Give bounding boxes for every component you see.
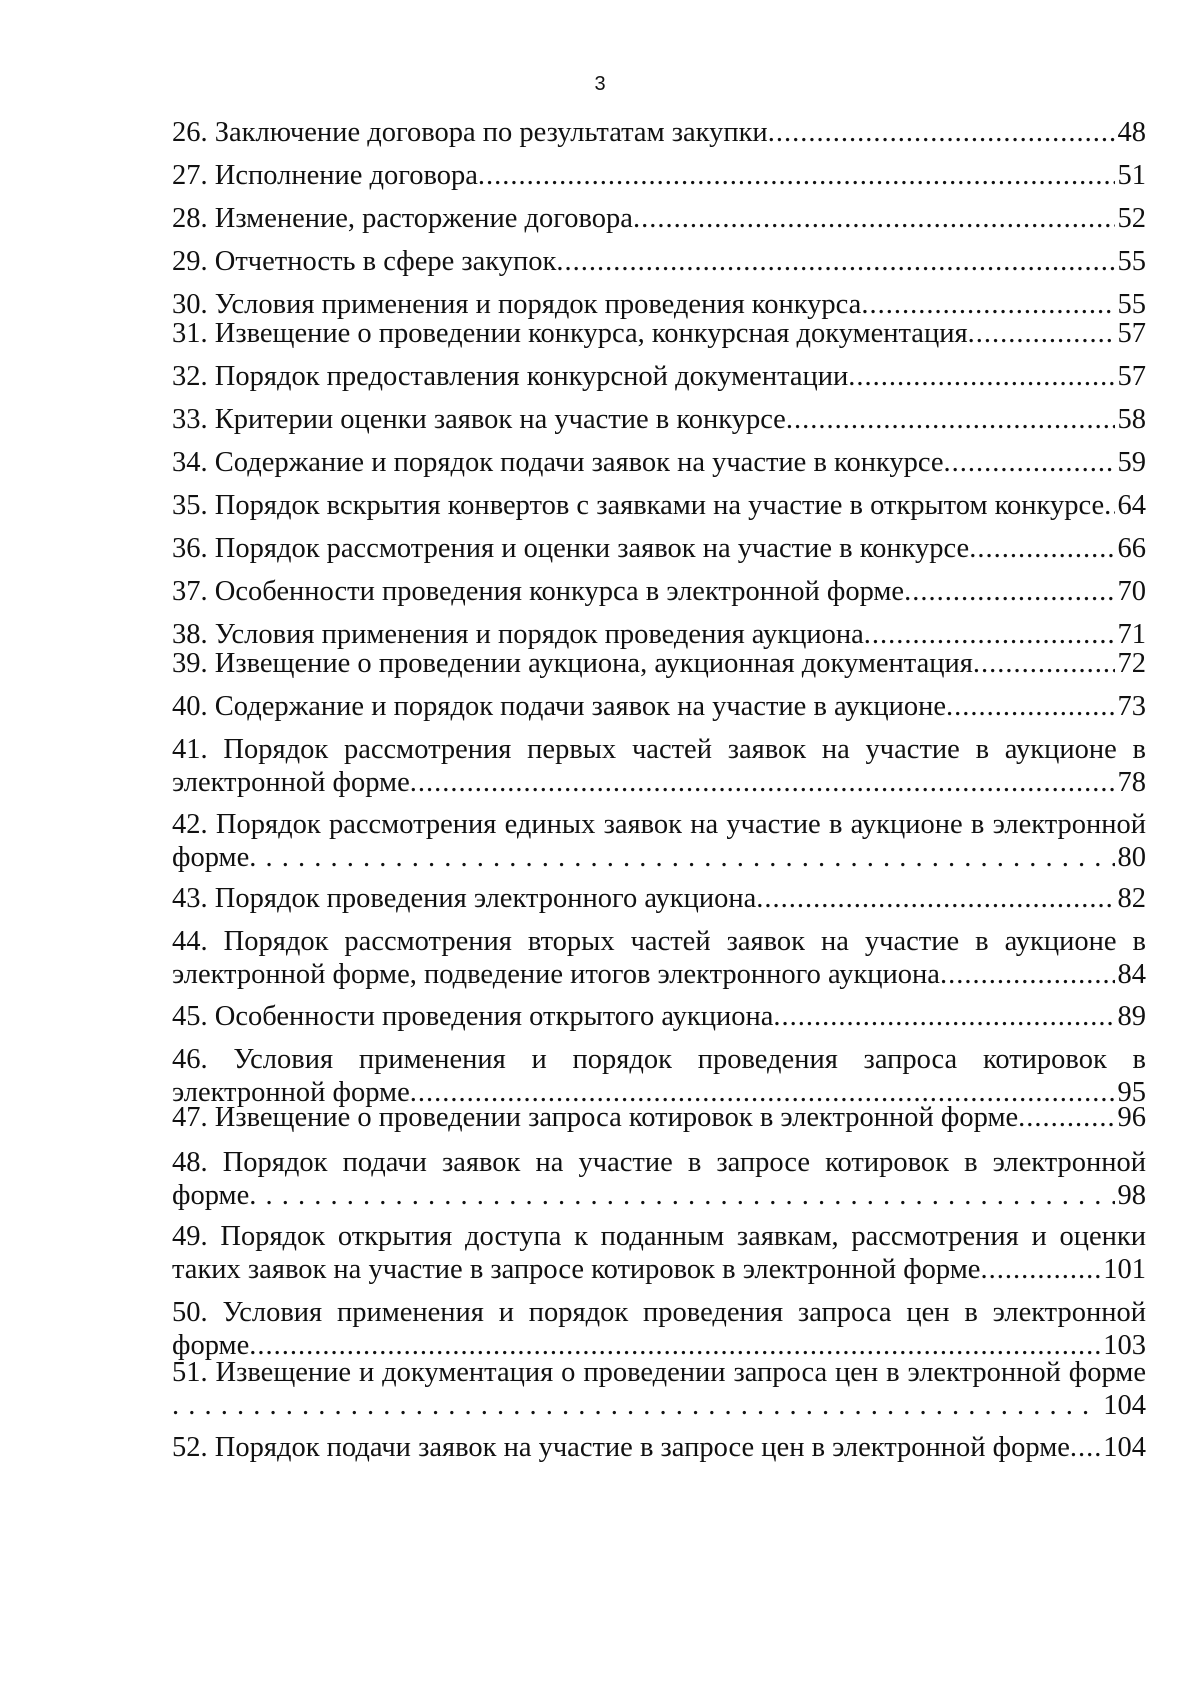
- toc-page-number: 95: [1117, 1077, 1146, 1108]
- dot-leader: [249, 1179, 1114, 1212]
- toc-page-number: 82: [1117, 883, 1146, 914]
- toc-entry-text: форме: [172, 1330, 250, 1361]
- toc-entry-text: 49. Порядок открытия доступа к поданным заявкам, рассмотрения и оценки: [172, 1221, 1146, 1252]
- toc-page-number: 64: [1117, 490, 1146, 521]
- page-number: 3: [594, 73, 606, 95]
- toc-entry-text: 45. Особенности проведения открытого аукциона: [172, 1001, 774, 1032]
- toc-page-number: 101: [1103, 1254, 1146, 1285]
- toc-entry: [172, 1356, 1146, 1422]
- toc-entry: [172, 245, 1146, 278]
- toc-entry-text: форме: [172, 842, 250, 873]
- toc-entry-text: 29. Отчетность в сфере закупок: [172, 246, 557, 277]
- toc-page-number: 84: [1117, 959, 1146, 990]
- toc-entry: [172, 202, 1146, 235]
- toc-page-number: 80: [1117, 842, 1146, 873]
- toc-entry: [172, 403, 1146, 436]
- toc-page-number: 78: [1117, 767, 1146, 798]
- toc-entry-text: 46. Условия применения и порядок проведения запроса котировок в: [172, 1044, 1146, 1075]
- toc-entry: [172, 116, 1146, 149]
- toc-entry: [172, 1000, 1146, 1033]
- dot-leader: [556, 245, 1114, 278]
- toc-page-number: 70: [1117, 576, 1146, 607]
- toc-entry-text: 48. Порядок подачи заявок на участие в запросе котировок в электронной: [172, 1147, 1146, 1178]
- toc-page-number: 57: [1117, 361, 1146, 392]
- toc-entry: [172, 882, 1146, 915]
- toc-entry-text: 50. Условия применения и порядок проведения запроса цен в электронной: [172, 1297, 1146, 1328]
- dot-leader: [968, 317, 1115, 350]
- toc-page-number: 89: [1117, 1001, 1146, 1032]
- toc-entry: [172, 690, 1146, 723]
- dot-leader: [633, 202, 1115, 235]
- toc-entry-text: электронной форме, подведение итогов электронного аукциона: [172, 959, 940, 990]
- toc-entry: [172, 360, 1146, 393]
- toc-page-number: 98: [1117, 1180, 1146, 1211]
- dot-leader: [1070, 1431, 1100, 1464]
- dot-leader: [969, 532, 1114, 565]
- dot-leader: [786, 403, 1115, 436]
- toc-entry: [172, 489, 1146, 522]
- toc-page-number: 73: [1117, 691, 1146, 722]
- dot-leader: [1018, 1101, 1114, 1134]
- toc-entry-text: 37. Особенности проведения конкурса в электронной форме: [172, 576, 905, 607]
- toc-entry: [172, 1220, 1146, 1286]
- toc-entry-text: электронной форме: [172, 767, 410, 798]
- toc-page-number: 57: [1117, 318, 1146, 349]
- toc-entry: [172, 808, 1146, 874]
- dot-leader: [848, 360, 1114, 393]
- toc-entry-text: 27. Исполнение договора: [172, 160, 478, 191]
- toc-entry: [172, 1296, 1146, 1362]
- dot-leader: [904, 575, 1114, 608]
- toc-entry-text: 26. Заключение договора по результатам закупки: [172, 117, 768, 148]
- dot-leader: [410, 766, 1115, 799]
- toc-entry-text: таких заявок на участие в запросе котировок в электронной форме: [172, 1254, 981, 1285]
- dot-leader: [478, 159, 1115, 192]
- toc-entry-text: 35. Порядок вскрытия конвертов с заявками на участие в открытом конкурсе: [172, 490, 1105, 521]
- toc-entry-text: 44. Порядок рассмотрения вторых частей заявок на участие в аукционе в: [172, 926, 1146, 957]
- toc-entry: [172, 1101, 1146, 1134]
- toc-page-number: 72: [1117, 648, 1146, 679]
- table-of-contents: [172, 0, 1146, 1697]
- toc-entry: [172, 159, 1146, 192]
- toc-page-number: 103: [1103, 1330, 1146, 1361]
- toc-entry-text: 28. Изменение, расторжение договора: [172, 203, 633, 234]
- toc-entry-text: 52. Порядок подачи заявок на участие в запросе цен в электронной форме: [172, 1432, 1070, 1463]
- toc-entry-text: электронной форме: [172, 1077, 410, 1108]
- toc-entry-text: 33. Критерии оценки заявок на участие в конкурсе: [172, 404, 786, 435]
- toc-entry-text: 51. Извещение и документация о проведении запроса цен в электронной форме: [172, 1357, 1146, 1388]
- toc-page-number: 59: [1117, 447, 1146, 478]
- toc-page-number: 52: [1117, 203, 1146, 234]
- toc-entry: [172, 1043, 1146, 1109]
- toc-entry-text: 40. Содержание и порядок подачи заявок на участие в аукционе: [172, 691, 946, 722]
- dot-leader: [944, 446, 1115, 479]
- toc-entry-text: 38. Условия применения и порядок проведения аукциона: [172, 619, 864, 650]
- toc-entry: [172, 1146, 1146, 1212]
- toc-page-number: 96: [1117, 1102, 1146, 1133]
- toc-page-number: 58: [1117, 404, 1146, 435]
- dot-leader: [940, 958, 1115, 991]
- dot-leader: [172, 1389, 1100, 1422]
- toc-entry-text: 43. Порядок проведения электронного аукциона: [172, 883, 757, 914]
- toc-entry: [172, 317, 1146, 350]
- dot-leader: [980, 1253, 1100, 1286]
- dot-leader: [773, 1000, 1114, 1033]
- toc-entry: [172, 1431, 1146, 1464]
- toc-entry: [172, 733, 1146, 799]
- toc-entry-text: 41. Порядок рассмотрения первых частей заявок на участие в аукционе в: [172, 734, 1146, 765]
- toc-page-number: 104: [1103, 1432, 1146, 1463]
- dot-leader: [973, 647, 1115, 680]
- toc-page-number: 55: [1117, 289, 1146, 320]
- toc-entry-text: форме: [172, 1180, 250, 1211]
- toc-entry: [172, 925, 1146, 991]
- toc-entry-text: 42. Порядок рассмотрения единых заявок на участие в аукционе в электронной: [172, 809, 1146, 840]
- dot-leader: [768, 116, 1115, 149]
- toc-page-number: 48: [1117, 117, 1146, 148]
- toc-entry: [172, 575, 1146, 608]
- toc-entry-text: 47. Извещение о проведении запроса котировок в электронной форме: [172, 1102, 1019, 1133]
- toc-page-number: 55: [1117, 246, 1146, 277]
- dot-leader: [946, 690, 1115, 723]
- toc-page-number: 71: [1117, 619, 1146, 650]
- toc-entry-text: 39. Извещение о проведении аукциона, аукционная документация: [172, 648, 973, 679]
- dot-leader: [756, 882, 1114, 915]
- dot-leader: [249, 841, 1114, 874]
- toc-entry: [172, 647, 1146, 680]
- toc-entry: [172, 532, 1146, 565]
- dot-leader: [1104, 489, 1114, 522]
- toc-entry-text: 32. Порядок предоставления конкурсной документации: [172, 361, 849, 392]
- toc-entry-text: 34. Содержание и порядок подачи заявок на участие в конкурсе: [172, 447, 944, 478]
- toc-page-number: 66: [1117, 533, 1146, 564]
- toc-entry: [172, 446, 1146, 479]
- toc-page-number: 51: [1117, 160, 1146, 191]
- toc-entry-text: 30. Условия применения и порядок проведения конкурса: [172, 289, 862, 320]
- toc-page-number: 104: [1103, 1390, 1146, 1421]
- toc-entry-text: 36. Порядок рассмотрения и оценки заявок на участие в конкурсе: [172, 533, 970, 564]
- toc-entry-text: 31. Извещение о проведении конкурса, конкурсная документация: [172, 318, 968, 349]
